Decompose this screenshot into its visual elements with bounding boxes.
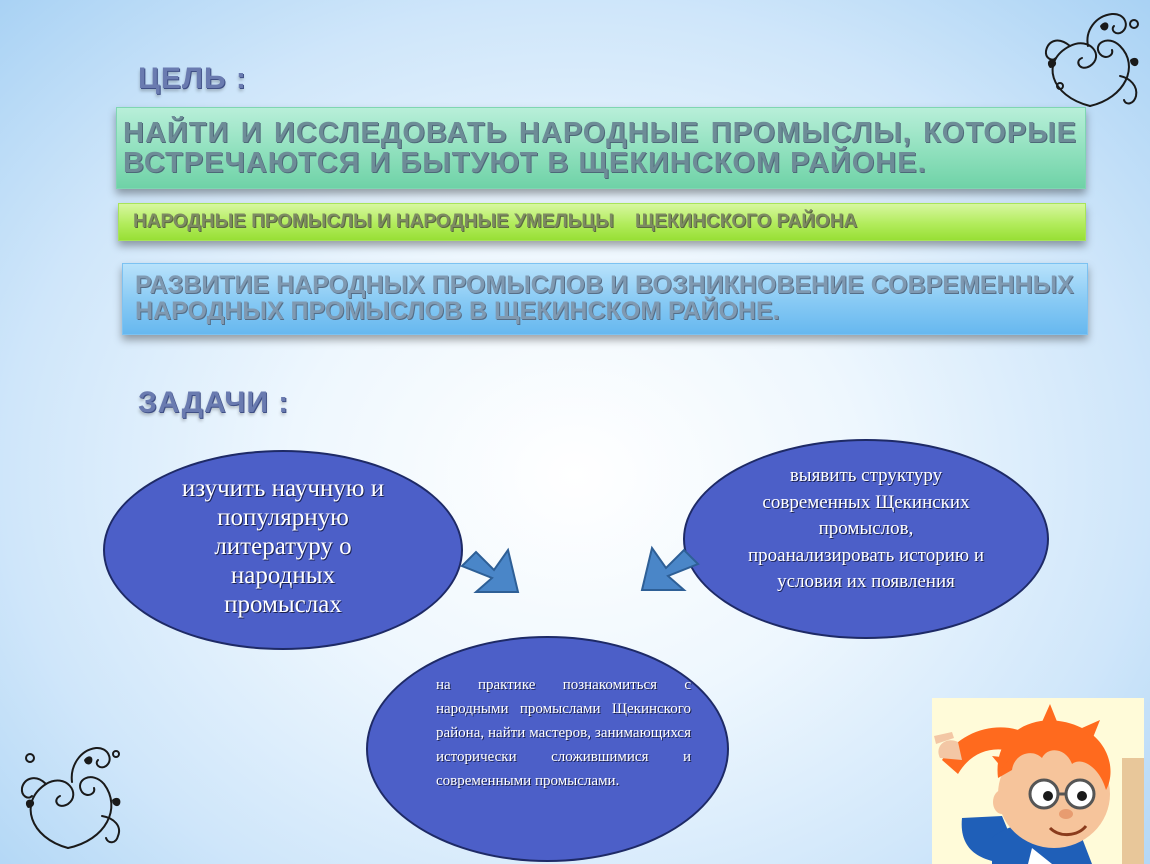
task-3-text: на практике познакомиться с народными промыслами Щекинского района, найти мастеров, занимающихся исторически сложившимися и современными промыслами. (436, 677, 691, 789)
goal-box: НАЙТИ И ИССЛЕДОВАТЬ НАРОДНЫЕ ПРОМЫСЛЫ, КОТОРЫЕ ВСТРЕЧАЮТСЯ И БЫТУЮТ В ЩЕКИНСКОМ РАЙОНЕ. (116, 107, 1086, 189)
down-right-arrow-icon (458, 530, 530, 602)
stage-box-1: НАРОДНЫЕ ПРОМЫСЛЫ И НАРОДНЫЕ УМЕЛЬЦЫ ЩЕКИНСКОГО РАЙОНА (118, 203, 1086, 241)
swirl-ornament-icon (1030, 6, 1148, 118)
tasks-heading: ЗАДАЧИ : (138, 386, 290, 419)
goal-heading: ЦЕЛЬ : (138, 62, 247, 95)
task-ellipse-1 (103, 450, 463, 650)
stage-box-2: РАЗВИТИЕ НАРОДНЫХ ПРОМЫСЛОВ И ВОЗНИКНОВЕНИЕ СОВРЕМЕННЫХ НАРОДНЫХ ПРОМЫСЛОВ В ЩЕКИНСКОМ РАЙОНЕ. (122, 263, 1088, 335)
task-ellipse-3 (366, 636, 729, 862)
task-2-text: выявить структуру современных Щекинских промыслов, проанализировать историю и условия их появления (747, 465, 984, 592)
task-1-text: изучить научную и популярную литературу о народных промыслах (181, 475, 385, 618)
swirl-ornament-icon (10, 738, 128, 856)
down-left-arrow-icon (630, 528, 702, 600)
task-ellipse-2 (683, 439, 1049, 639)
cartoon-boy-illustration (932, 698, 1144, 864)
